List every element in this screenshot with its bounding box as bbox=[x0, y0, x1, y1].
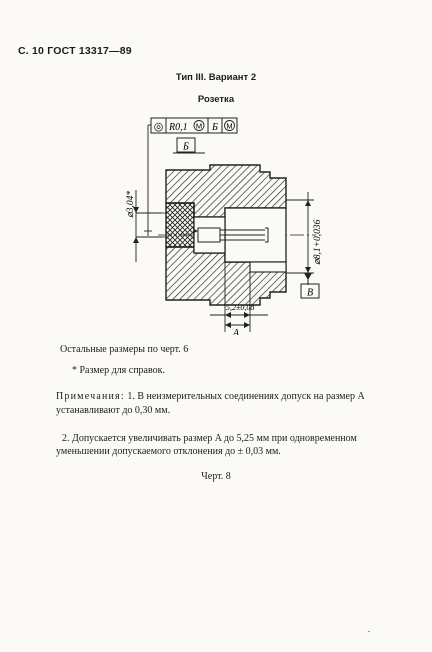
datum-v-label: В bbox=[306, 287, 314, 299]
dim-right bbox=[286, 192, 323, 285]
datum-b-label: Б bbox=[183, 141, 189, 153]
drawing-title: Тип III. Вариант 2 bbox=[175, 72, 257, 83]
dim-bottom-label: 5,2±0,08 bbox=[226, 303, 255, 312]
note-2: 2. Допускается увеличивать размер A до 5,25 мм при одновременном bbox=[62, 433, 357, 444]
figure-caption: Черт. 8 bbox=[201, 471, 231, 482]
other-dimensions-note: Остальные размеры по черт. 6 bbox=[60, 344, 189, 355]
dim-a-label: A bbox=[233, 328, 240, 335]
footnote: * Размер для справок. bbox=[72, 365, 165, 376]
concentricity-symbol: ◎ bbox=[153, 120, 164, 133]
note-2-continuation: уменьшении допускаемого отклонения до ± 0,03 мм. bbox=[56, 446, 281, 457]
dim-right-label: ⌀8,1+0,036 bbox=[313, 219, 323, 265]
note-1-continuation: устанавливают до 0,30 мм. bbox=[56, 405, 171, 416]
note-1-text: 1. В неизмерительных соединениях допуск на размер A bbox=[124, 391, 365, 402]
frame-datum: Б bbox=[212, 122, 218, 133]
drawing-subtitle: Розетка bbox=[197, 94, 235, 105]
dim-left bbox=[126, 190, 162, 262]
datum-b bbox=[173, 138, 205, 153]
frame-modifier-2: M bbox=[226, 121, 233, 131]
notes-label: Примечания: bbox=[56, 391, 125, 402]
frame-tolerance: R0,1 bbox=[169, 122, 188, 133]
page-header: С. 10 ГОСТ 13317—89 bbox=[18, 45, 132, 57]
connector-body bbox=[166, 165, 286, 305]
frame-modifier-1: M bbox=[195, 121, 203, 131]
page-speck bbox=[368, 631, 370, 632]
dim-left-label: ⌀3,04* bbox=[126, 190, 136, 218]
technical-drawing bbox=[100, 110, 340, 335]
feature-control-frame bbox=[151, 118, 237, 133]
datum-v bbox=[301, 280, 319, 299]
note-1 bbox=[56, 390, 412, 403]
